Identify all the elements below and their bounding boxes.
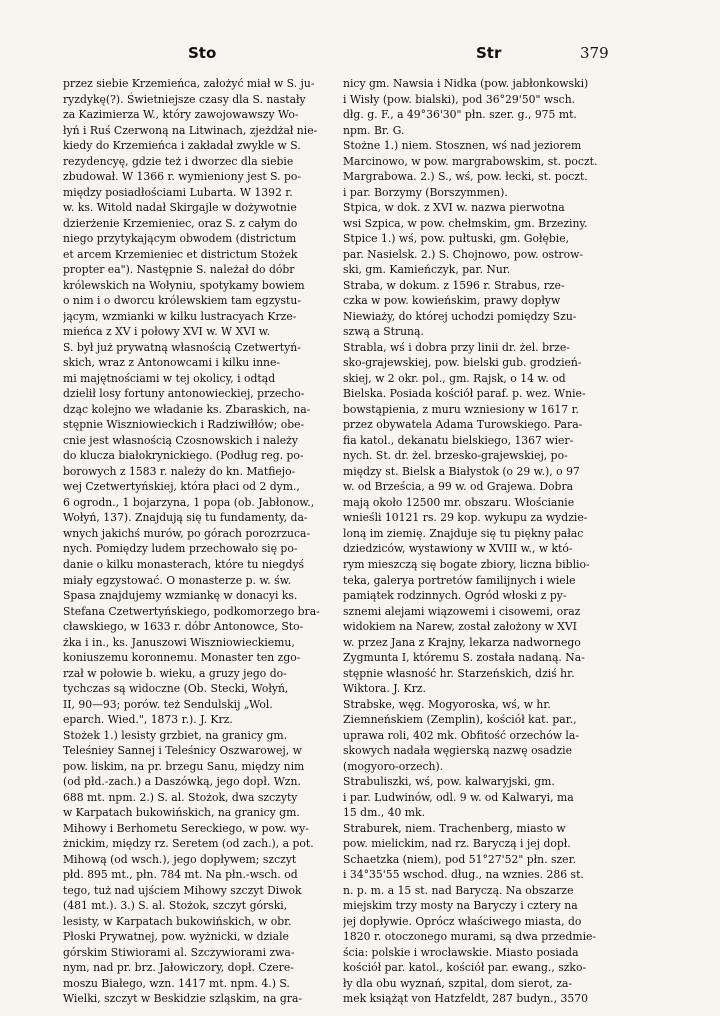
left-column-text-line: (od płd.-zach.) a Daszówką, jego dopł. Wzn. bbox=[63, 775, 301, 789]
left-column-text-line: dzielił losy fortuny antonowieckiej, przecho- bbox=[63, 387, 305, 401]
left-column-text-line: pow. liskim, na pr. brzegu Sanu, między nim bbox=[63, 759, 305, 773]
left-column-text-line: cławskiego, w 1633 r. dóbr Antonowce, Sto- bbox=[63, 620, 304, 634]
right-column-text-line: 1820 r. otoczonego murami, są dwa przedmie- bbox=[343, 930, 597, 944]
header-left-word: Sto bbox=[188, 44, 217, 62]
header-right-word: Str bbox=[476, 44, 502, 62]
right-column-text-line: (mogyoro-orzech). bbox=[343, 759, 444, 773]
right-column-text-line: sznemi alejami wiązowemi i cisowemi, oraz bbox=[343, 604, 581, 618]
left-column-text-line: propter ea"). Następnie S. należał do dóbr bbox=[63, 263, 295, 277]
left-column-text-line: łyń i Ruś Czerwoną na Litwinach, zjeżdżał nie- bbox=[63, 123, 318, 137]
left-column-text-line: 688 mt. npm. 2.) S. al. Stożok, dwa szczyty bbox=[63, 790, 298, 804]
left-column-text-line: danie o kilku monasterach, które tu niegdyś bbox=[63, 557, 305, 571]
left-column-text-line: nym, nad pr. brz. Jałowiczory, dopł. Czere- bbox=[63, 961, 294, 975]
right-column-text-line: dłg. g. F., a 49°36'30" płn. szer. g., 975 mt. bbox=[343, 108, 577, 122]
left-column-text-line: Wielki, szczyt w Beskidzie szląskim, na gra- bbox=[63, 992, 303, 1006]
right-column-text-line: sko-grajewskiej, pow. bielski gub. grodzień- bbox=[343, 356, 582, 370]
left-column-text-line: zbudował. W 1366 r. wymieniony jest S. po- bbox=[63, 170, 302, 184]
left-column-text-line: kiedy do Krzemieńca i zakładał zwykle w S. bbox=[63, 139, 301, 153]
left-column-text-line: lesisty, w Karpatach bukowińskich, w obr. bbox=[63, 914, 292, 928]
left-column-text-line: za Kazimierza W., który zawojowawszy Wo- bbox=[63, 108, 299, 122]
right-column-text-line: fia katol., dekanatu bielskiego, 1367 wier- bbox=[343, 433, 574, 447]
left-column-text-line: w. ks. Witold nadał Skirgajle w dożywotnie bbox=[63, 201, 297, 215]
right-column-text-line: nych. St. dr. żel. brzesko-grajewskiej, po- bbox=[343, 449, 568, 463]
right-column-text-line: loną im ziemię. Znajduje się tu piękny pałac bbox=[343, 526, 584, 540]
right-column-text-line: nicy gm. Nawsia i Nidka (pow. jabłonkowski) bbox=[343, 77, 589, 90]
right-column-text-line: dziedziców, wystawiony w XVIII w., w któ- bbox=[343, 542, 573, 556]
right-column-text-line: npm. Br. G. bbox=[343, 123, 405, 137]
right-column-text-line: szwą a Struną. bbox=[343, 325, 424, 339]
right-column-text-line: pow. mielickim, nad rz. Baryczą i jej dopł. bbox=[343, 837, 571, 851]
right-column-text-line: n. p. m. a 15 st. nad Baryczą. Na obszarze bbox=[343, 883, 574, 897]
left-column-text-line: tychczas są widoczne (Ob. Stecki, Wołyń, bbox=[63, 682, 289, 696]
left-column bbox=[63, 76, 339, 1007]
left-column-text-line: Teleśniey Sannej i Teleśnicy Oszwarowej, w bbox=[63, 744, 302, 758]
right-column-text-line: kościół par. katol., kościół par. ewang., szko- bbox=[343, 961, 587, 975]
left-column-text-line: wnych jakichś murów, po górach porozrzuca- bbox=[63, 526, 311, 540]
right-column-text-line: między st. Bielsk a Białystok (o 29 w.), o 97 bbox=[343, 464, 580, 478]
right-column-text-line: Zygmunta I, któremu S. została nadaną. Na- bbox=[343, 651, 585, 665]
left-column-text-line: tego, tuż nad ujściem Mihowy szczyt Diwok bbox=[63, 883, 302, 897]
left-column-text-line: borowych z 1583 r. należy do kn. Matfiejo- bbox=[63, 464, 296, 478]
left-column-text-line: o nim i o dworcu królewskiem tam egzystu- bbox=[63, 294, 301, 308]
right-column-text-line: mają około 12500 mr. obszaru. Włościanie bbox=[343, 495, 575, 509]
right-column-text-line: i par. Borzymy (Borszymmen). bbox=[343, 185, 508, 199]
right-column bbox=[343, 76, 626, 1007]
right-column-text-line: wnieśli 10121 rs. 29 kop. wykupu za wydzie- bbox=[343, 511, 588, 525]
left-column-text-line: et arcem Krzemieniec et districtum Stożek bbox=[63, 247, 298, 261]
right-column-text-line: miejskim trzy mosty na Baryczy i cztery na bbox=[343, 899, 578, 913]
right-column-text-line: i Wisły (pow. bialski), pod 36°29'50" wsch. bbox=[343, 92, 576, 106]
left-column-text-line: Stożek 1.) lesisty grzbiet, na granicy gm. bbox=[63, 728, 288, 742]
left-column-text-line: górskim Stiwiorami al. Szczywiorami zwa- bbox=[63, 945, 295, 959]
left-column-text-line: II, 90—93; porów. też Sendulskij „Wol. bbox=[63, 697, 273, 711]
right-column-text-line: ścia: polskie i wrocławskie. Miasto posiada bbox=[343, 945, 579, 959]
right-column-text-line: przez obywatela Adama Turowskiego. Para- bbox=[343, 418, 583, 432]
left-column-text-line: rzał w połowie b. wieku, a gruzy jego do- bbox=[63, 666, 287, 680]
left-column-text-line: skich, wraz z Antonowcami i kilku inne- bbox=[63, 356, 281, 370]
left-column-text-line: Wołyń, 137). Znajdują się tu fundamenty, da- bbox=[63, 511, 308, 525]
left-column-text-line: eparch. Wied.", 1873 r.). J. Krz. bbox=[63, 713, 233, 727]
left-column-text-line: w Karpatach bukowińskich, na granicy gm. bbox=[63, 806, 300, 820]
left-column-text-line: dząc kolejno we władanie ks. Zbaraskich, na- bbox=[63, 402, 311, 416]
right-column-text-line: Ziemneńskiem (Zemplin), kościół kat. par., bbox=[343, 713, 577, 727]
right-column-text-line: skiej, w 2 okr. pol., gm. Rajsk, o 14 w. od bbox=[343, 371, 566, 385]
right-column-text-line: Niewiaży, do której uchodzi pomiędzy Szu- bbox=[343, 309, 577, 323]
left-column-text-line: (481 mt.). 3.) S. al. Stożok, szczyt górski, bbox=[63, 899, 288, 913]
left-column-text-line: do klucza białokrynickiego. (Podług reg. po- bbox=[63, 449, 304, 463]
right-column-text-line: Marcinowo, w pow. margrabowskim, st. poczt. bbox=[343, 154, 598, 168]
right-column-text-line: Straba, w dokum. z 1596 r. Strabus, rze- bbox=[343, 278, 565, 292]
right-column-text-line: widokiem na Narew, został założony w XVI bbox=[343, 620, 577, 634]
right-column-text-line: 15 dm., 40 mk. bbox=[343, 806, 425, 820]
right-column-text-line: bowstąpienia, z muru wzniesiony w 1617 r. bbox=[343, 402, 579, 416]
left-column-text-line: żka i in., ks. Januszowi Wiszniowieckiemu, bbox=[63, 635, 295, 649]
right-column-text-line: Stożne 1.) niem. Stosznen, wś nad jeziorem bbox=[343, 139, 582, 153]
left-column-text-line: ryzdykę(?). Świetniejsze czasy dla S. nastały bbox=[63, 92, 306, 106]
right-column-text-line: w. od Brześcia, a 99 w. od Grajewa. Dobra bbox=[343, 480, 574, 494]
left-column-text-line: rezydencyę, gdzie też i dworzec dla siebie bbox=[63, 154, 294, 168]
right-column-text-line: i par. Ludwinów, odl. 9 w. od Kalwaryi, ma bbox=[343, 790, 574, 804]
right-column-text-line: Stpica, w dok. z XVI w. nazwa pierwotna bbox=[343, 201, 565, 215]
left-column-text-line: żnickim, między rz. Seretem (od zach.), a pot. bbox=[63, 837, 314, 851]
left-column-text-line: królewskich na Wołyniu, spotykamy bowiem bbox=[63, 278, 305, 292]
right-column-text-line: Bielska. Posiada kościół paraf. p. wez. Wnie- bbox=[343, 387, 586, 401]
right-column-text-line: w. przez Jana z Krajny, lekarza nadwornego bbox=[343, 635, 581, 649]
left-column-text-line: moszu Białego, wzn. 1417 mt. npm. 4.) S. bbox=[63, 976, 290, 990]
right-column-text-line: rym mieszczą się bogate zbiory, liczna biblio- bbox=[343, 557, 590, 571]
left-column-text-line: S. był już prywatną własnością Czetwertyń- bbox=[63, 340, 301, 354]
right-column-text-line: teka, galerya portretów familijnych i wiele bbox=[343, 573, 576, 587]
right-column-text-line: Stpice 1.) wś, pow. pułtuski, gm. Gołębie, bbox=[343, 232, 570, 246]
right-column-text-line: i 34°35'55 wschod. dług., na wznies. 286 st. bbox=[343, 868, 584, 882]
page-header bbox=[0, 44, 720, 68]
right-column-text-line: ły dla obu wyznań, szpital, dom sierot, za- bbox=[343, 976, 573, 990]
left-column-text-line: stępnie Wiszniowieckich i Radziwiłłów; obe- bbox=[63, 418, 305, 432]
left-column-text-line: mieńca z XV i połowy XVI w. W XVI w. bbox=[63, 325, 271, 339]
left-column-text-line: Mihowy i Berhometu Sereckiego, w pow. wy- bbox=[63, 821, 309, 835]
left-column-text-line: cnie jest własnością Czosnowskich i należy bbox=[63, 433, 298, 447]
left-column-text-line: między posiadłościami Lubarta. W 1392 r. bbox=[63, 185, 293, 199]
right-column-text-line: wsi Szpica, w pow. chełmskim, gm. Brzeziny. bbox=[343, 216, 588, 230]
right-column-text-line: jej dopływie. Oprócz właściwego miasta, do bbox=[343, 914, 582, 928]
left-column-text-line: płd. 895 mt., płn. 784 mt. Na płn.-wsch. od bbox=[63, 868, 298, 882]
right-column-text-line: skowych nadała węgierską nazwę osadzie bbox=[343, 744, 573, 758]
page-number: 379 bbox=[580, 44, 609, 62]
left-column-text-line: Płoski Prywatnej, pow. wyżnicki, w dziale bbox=[63, 930, 289, 944]
left-column-text-line: dzierżenie Krzemieniec, oraz S. z całym do bbox=[63, 216, 298, 230]
left-column-text-line: miały egzystować. O monasterze p. w. św. bbox=[63, 573, 292, 587]
left-column-text-line: Mihową (od wsch.), jego dopływem; szczyt bbox=[63, 852, 297, 866]
right-column-text-line: Margrabowa. 2.) S., wś, pow. łecki, st. poczt. bbox=[343, 170, 588, 184]
left-column-text-line: mi majętnościami w tej okolicy, i odtąd bbox=[63, 371, 276, 385]
left-column-text-line: nych. Pomiędzy ludem przechowało się po- bbox=[63, 542, 298, 556]
right-column-text-line: stępnie własność hr. Starzeńskich, dziś hr. bbox=[343, 666, 575, 680]
right-column-text-line: Schaetzka (niem), pod 51°27'52" płn. szer. bbox=[343, 852, 576, 866]
right-column-text-line: uprawa roli, 402 mk. Obfitość orzechów la- bbox=[343, 728, 579, 742]
left-column-text-line: przez siebie Krzemieńca, założyć miał w S. ju- bbox=[63, 77, 315, 90]
right-column-text-line: Straburek, niem. Trachenberg, miasto w bbox=[343, 821, 566, 835]
right-column-text-line: Strabla, wś i dobra przy linii dr. żel. brze- bbox=[343, 340, 570, 354]
right-column-text-line: mek książąt von Hatzfeldt, 287 budyn., 3570 bbox=[343, 992, 588, 1006]
left-column-text-line: Stefana Czetwertyńskiego, podkomorzego bra- bbox=[63, 604, 320, 618]
left-column-text-line: 6 ogrodn., 1 bojarzyna, 1 popa (ob. Jabłonow., bbox=[63, 495, 315, 509]
left-column-text-line: Spasa znajdujemy wzmiankę w donacyi ks. bbox=[63, 589, 298, 603]
right-column-text-line: pamiątek rodzinnych. Ogród włoski z py- bbox=[343, 589, 567, 603]
right-column-text-line: czka w pow. kowieńskim, prawy dopływ bbox=[343, 294, 561, 308]
left-column-text-line: niego przytykającym obwodem (districtum bbox=[63, 232, 297, 246]
left-column-text-line: wej Czetwertyńskiej, która płaci od 2 dym., bbox=[63, 480, 300, 494]
right-column-text-line: Strabuliszki, wś, pow. kalwaryjski, gm. bbox=[343, 775, 555, 789]
right-column-text-line: Strabske, węg. Mogyoroska, wś, w hr. bbox=[343, 697, 551, 711]
right-column-text-line: ski, gm. Kamieńczyk, par. Nur. bbox=[343, 263, 511, 277]
right-column-text-line: par. Nasielsk. 2.) S. Chojnowo, pow. ostrow- bbox=[343, 247, 583, 261]
left-column-text-line: jącym, wzmianki w kilku lustracyach Krze- bbox=[63, 309, 297, 323]
right-column-text-line: Wiktora. J. Krz. bbox=[343, 682, 426, 696]
left-column-text-line: koniuszemu koronnemu. Monaster ten zgo- bbox=[63, 651, 301, 665]
